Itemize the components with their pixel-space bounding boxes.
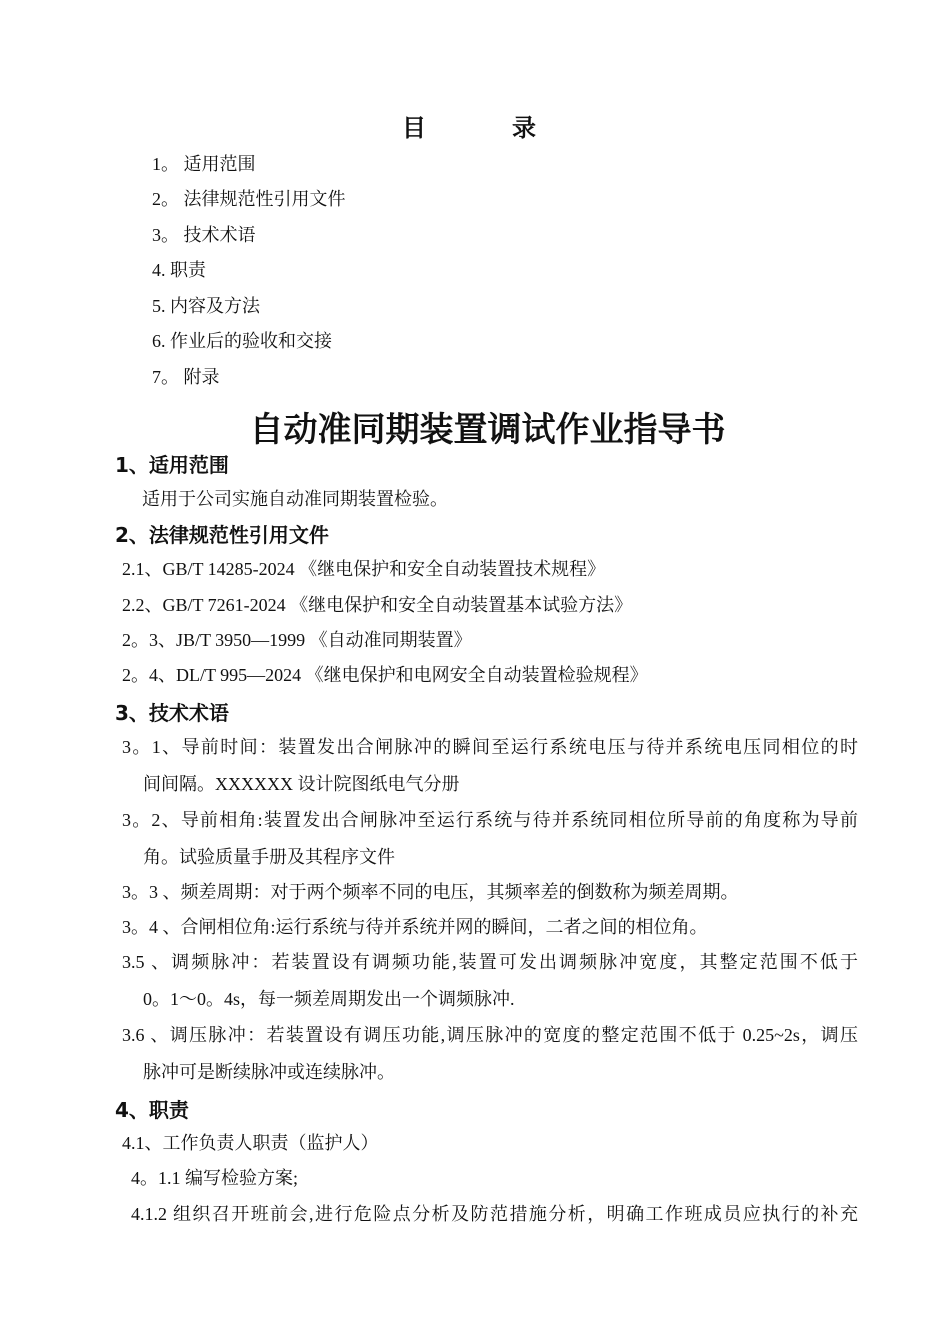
section-4-heading: 4、职责 [115,1098,189,1122]
toc-item-6: 6. 作业后的验收和交接 [152,331,332,351]
reference-item-3: 2。3、JB/T 3950—1999 《自动准同期装置》 [122,630,472,650]
section-1-text: 适用于公司实施自动准同期装置检验。 [142,489,448,509]
term-5-line-1: 3.5 、调频脉冲：若装置设有调频功能,装置可发出调频脉冲宽度，其整定范围不低于 [122,952,858,972]
toc-item-3: 3。 技术术语 [152,225,256,245]
toc-item-5: 5. 内容及方法 [152,296,260,316]
term-2-line-2: 角。试验质量手册及其程序文件 [143,847,395,867]
term-1-line-1: 3。1、导前时间：装置发出合闸脉冲的瞬间至运行系统电压与待并系统电压同相位的时 [122,737,858,757]
section-1-heading: 1、适用范围 [115,453,229,477]
reference-item-2: 2.2、GB/T 7261-2024 《继电保护和安全自动装置基本试验方法》 [122,595,633,615]
duty-item-1-1: 4。1.1 编写检验方案; [131,1168,299,1188]
section-2-heading: 2、法律规范性引用文件 [115,523,329,547]
toc-item-4: 4. 职责 [152,260,206,280]
toc-item-2: 2。 法律规范性引用文件 [152,189,346,209]
document-title: 自动准同期装置调试作业指导书 [249,410,726,450]
section-3-heading: 3、技术术语 [115,701,229,725]
reference-item-1: 2.1、GB/T 14285-2024 《继电保护和安全自动装置技术规程》 [122,559,606,579]
term-4: 3。4 、合闸相位角:运行系统与待并系统并网的瞬间，二者之间的相位角。 [122,917,708,937]
duty-item-1: 4.1、工作负责人职责（监护人） [122,1133,379,1153]
toc-item-7: 7。 附录 [152,367,220,387]
duty-item-1-2: 4.1.2 组织召开班前会,进行危险点分析及防范措施分析，明确工作班成员应执行的补充 [131,1204,858,1224]
term-6-line-1: 3.6 、调压脉冲：若装置设有调压功能,调压脉冲的宽度的整定范围不低于 0.25~2s，调压 [122,1025,858,1045]
term-5-line-2: 0。1～0。4s，每一频差周期发出一个调频脉冲. [143,989,515,1009]
reference-item-4: 2。4、DL/T 995—2024 《继电保护和电网安全自动装置检验规程》 [122,665,648,685]
term-1-line-2: 间间隔。XXXXXX 设计院图纸电气分册 [143,774,460,794]
term-6-line-2: 脉冲可是断续脉冲或连续脉冲。 [143,1062,395,1082]
toc-item-1: 1。 适用范围 [152,154,256,174]
term-3: 3。3 、频差周期：对于两个频率不同的电压，其频率差的倒数称为频差周期。 [122,882,739,902]
toc-title: 目 录 [402,116,576,142]
term-2-line-1: 3。2、导前相角:装置发出合闸脉冲至运行系统与待并系统同相位所导前的角度称为导前 [122,810,858,830]
